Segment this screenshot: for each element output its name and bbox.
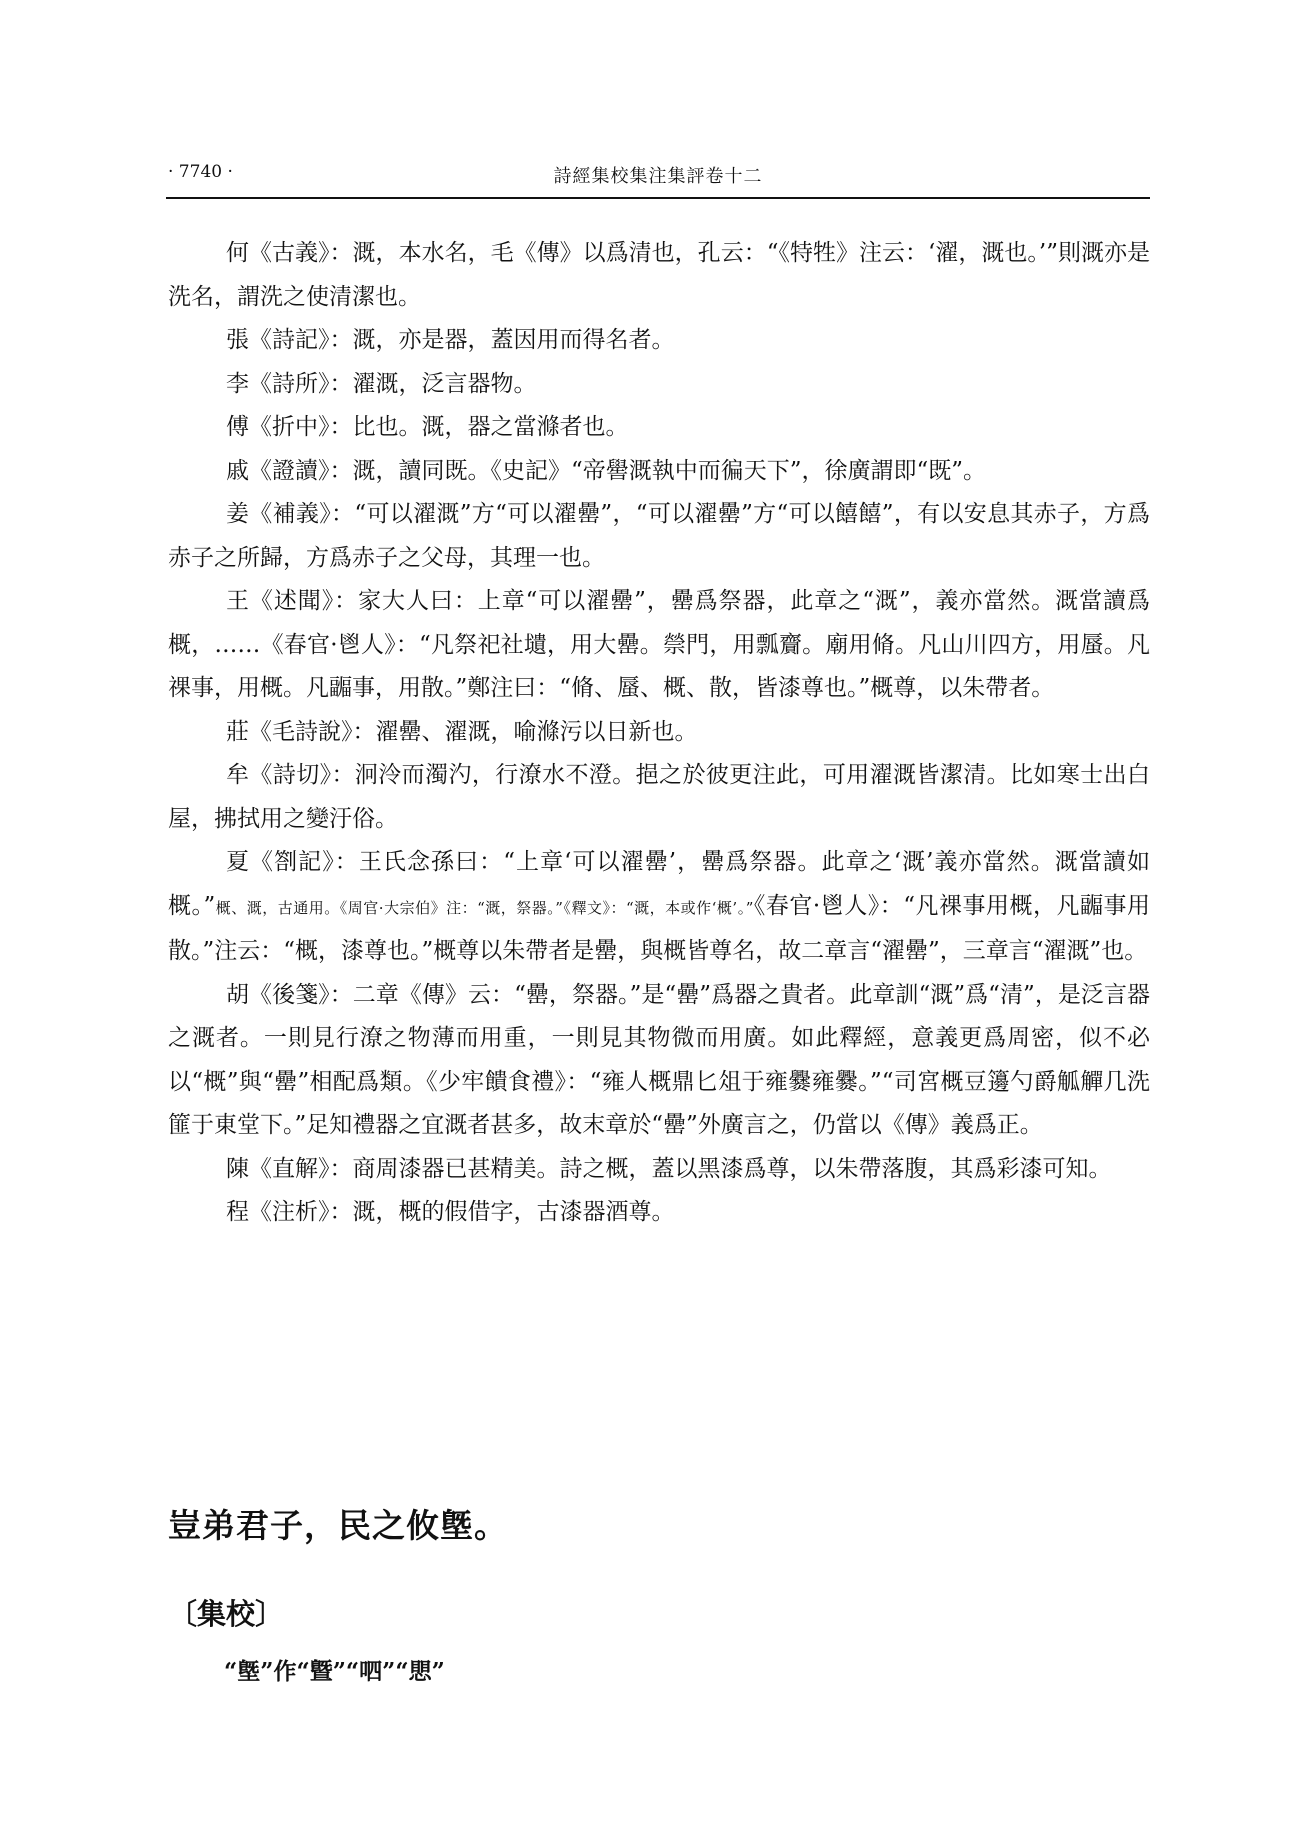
commentary-paragraph: 莊《毛詩說》：濯罍、濯溉，喻滌污以日新也。 xyxy=(226,718,698,745)
page-number: · 7740 · xyxy=(168,162,233,182)
verse-line: 豈弟君子，民之攸墍。 xyxy=(168,1506,508,1545)
commentary-paragraph: 陳《直解》：商周漆器已甚精美。詩之概，蓋以黑漆爲尊，以朱帶落腹，其爲彩漆可知。 xyxy=(226,1155,1112,1182)
commentary-paragraph: 胡《後箋》：二章《傳》云：“罍，祭器。”是“罍”爲器之貴者。此章訓“溉”爲“清”，是泛言器之溉者。一則見行潦之物薄而用重，一則見其物微而用廣。如此釋經，意義更爲周密，似不必以“概”與“罍”相配爲類。《少牢饋食禮》：“雍人概鼎匕俎于雍爨雍爨。”“司宮概豆籩勺爵觚觶几洗篚于東堂下。”足知禮器之宜溉者甚多，故末章於“罍”外廣言之，仍當以《傳》義爲正。 xyxy=(168,981,1150,1138)
section-heading: 〔集校〕 xyxy=(168,1597,285,1631)
commentary-text: 夏《劄記》：王氏念孫曰：“上章‘可以濯罍’，罍爲祭器。此章之‘溉’義亦當然。溉當讀如概。” xyxy=(168,849,1150,919)
running-title: 詩經集校集注集評卷十二 xyxy=(553,166,763,187)
commentary-paragraph-with-note xyxy=(168,841,1150,974)
commentary-paragraph: 姜《補義》：“可以濯溉”方“可以濯罍”，“可以濯罍”方“可以饎饎”，有以安息其赤子，方爲赤子之所歸，方爲赤子之父母，其理一也。 xyxy=(168,501,1150,571)
commentary-paragraph: 何《古義》：溉，本水名，毛《傳》以爲清也，孔云：“《特牲》注云：‘濯，溉也。’”則溉亦是洗名，謂洗之使清潔也。 xyxy=(168,240,1150,310)
commentary-paragraph: 戚《證讀》：溉，讀同既。《史記》“帝嚳溉執中而徧天下”，徐廣謂即“既”。 xyxy=(226,457,987,484)
commentary-paragraph: 程《注析》：溉，概的假借字，古漆器酒尊。 xyxy=(226,1199,675,1225)
header-rule xyxy=(166,197,1150,199)
commentary-text-continued: 《春官·鬯人》：“凡祼事用概，凡疈事用散。”注云：“概，漆尊也。”概尊以朱帶者是罍，與概皆尊名，故二章言“濯罍”，三章言“濯溉”也。 xyxy=(168,892,1150,964)
commentary-paragraph: 張《詩記》：溉，亦是器，蓋因用而得名者。 xyxy=(226,327,675,353)
inline-note: 概、溉，古通用。《周官·大宗伯》注：“溉，祭器。”《釋文》：“溉，本或作‘概’。” xyxy=(215,898,754,917)
commentary-paragraph: 傅《折中》：比也。溉，器之當滌者也。 xyxy=(226,414,629,440)
collation-note: “墍”作“曁”“呬”“愳” xyxy=(224,1658,445,1685)
running-header xyxy=(168,162,1148,196)
commentary-paragraph: 李《詩所》：濯溉，泛言器物。 xyxy=(226,370,537,397)
commentary-body xyxy=(168,232,1150,1235)
commentary-paragraph: 王《述聞》：家大人曰：上章“可以濯罍”，罍爲祭器，此章之“溉”，義亦當然。溉當讀爲概，……《春官·鬯人》：“凡祭祀社壝，用大罍。禜門，用瓢齎。廟用脩。凡山川四方，用蜃。凡祼事，用概。凡疈事，用散。”鄭注曰：“脩、蜃、概、散，皆漆尊也。”概尊，以朱帶者。 xyxy=(168,588,1150,701)
commentary-paragraph: 牟《詩切》：泂泠而濁汋，行潦水不澄。挹之於彼更注此，可用濯溉皆潔清。比如寒士出白屋，拂拭用之變汙俗。 xyxy=(168,762,1150,832)
